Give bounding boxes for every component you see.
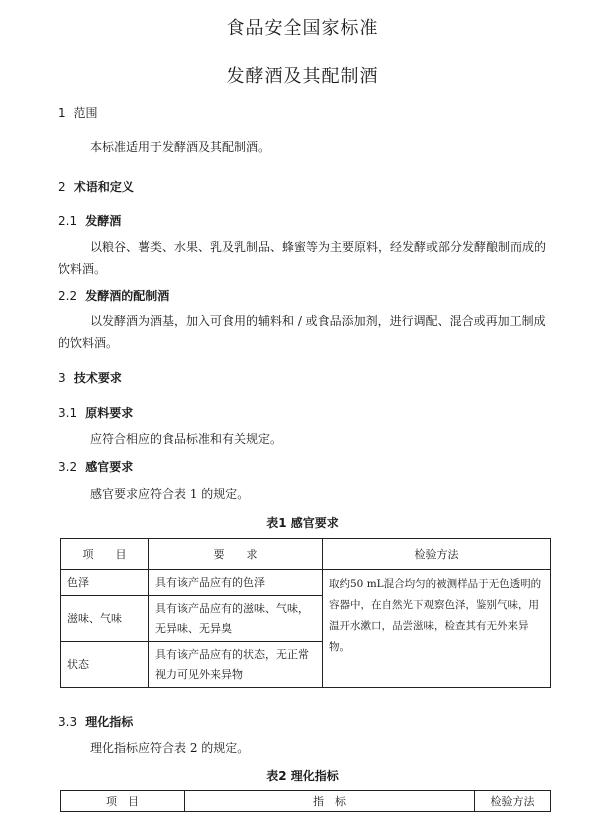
section-2-1-text: 以粮谷、薯类、水果、乳及乳制品、蜂蜜等为主要原料，经发酵或部分发酵酿制而成的饮料酒。 — [58, 240, 547, 276]
section-2-2-heading — [58, 287, 169, 304]
section-1-heading — [58, 104, 97, 121]
cell-requirement: 具有该产品应有的滋味、气味，无异味、无异臭 — [149, 596, 323, 642]
header-item: 项 目 — [61, 791, 185, 812]
cell-test-method: 取约50 mL混合均匀的被测样品于无色透明的容器中，在自然光下观察色泽，鉴别气味，用温开水漱口，品尝滋味，检查其有无外来异物。 — [323, 570, 551, 688]
section-number: 3 — [58, 371, 66, 385]
section-number: 2.2 — [58, 289, 78, 303]
header-item: 项 目 — [61, 539, 149, 570]
section-number: 3.2 — [58, 460, 78, 474]
section-number: 2 — [58, 180, 66, 194]
section-number: 3.3 — [58, 715, 78, 729]
table-header-row — [61, 791, 551, 812]
section-3-3-text: 理化指标应符合表 2 的规定。 — [90, 741, 250, 755]
section-number: 3.1 — [58, 406, 78, 420]
cell-requirement: 具有该产品应有的色泽 — [149, 570, 323, 596]
cell-item: 状态 — [61, 642, 149, 688]
sensory-requirements-table — [60, 538, 551, 688]
cell-requirement: 具有该产品应有的状态，无正常视力可见外来异物 — [149, 642, 323, 688]
document-title: 食品安全国家标准 — [226, 18, 379, 39]
header-test-method: 检验方法 — [475, 791, 551, 812]
section-3-1-text: 应符合相应的食品标准和有关规定。 — [90, 432, 283, 446]
section-title: 范围 — [73, 106, 98, 120]
table-1-caption: 表1 感官要求 — [266, 516, 339, 530]
section-title: 理化指标 — [85, 715, 134, 729]
section-2-heading — [58, 178, 134, 195]
section-number: 1 — [58, 106, 66, 120]
section-3-2-text: 感官要求应符合表 1 的规定。 — [90, 487, 250, 501]
section-title: 术语和定义 — [73, 180, 134, 194]
section-3-heading — [58, 369, 122, 386]
section-title: 发酵酒 — [85, 214, 122, 228]
section-2-2-text: 以发酵酒为酒基，加入可食用的辅料和 / 或食品添加剂，进行调配、混合或再加工制成的饮料酒。 — [58, 314, 546, 350]
section-title: 技术要求 — [73, 371, 122, 385]
section-2-1-heading — [58, 212, 121, 229]
header-requirement: 要 求 — [149, 539, 323, 570]
section-3-3-heading — [58, 713, 133, 730]
table-row — [61, 570, 551, 596]
section-title: 感官要求 — [85, 460, 134, 474]
header-test-method: 检验方法 — [323, 539, 551, 570]
section-title: 发酵酒的配制酒 — [85, 289, 170, 303]
document-subtitle: 发酵酒及其配制酒 — [226, 66, 379, 87]
section-3-1-heading — [58, 404, 133, 421]
header-indicator: 指 标 — [185, 791, 475, 812]
cell-item: 滋味、气味 — [61, 596, 149, 642]
section-title: 原料要求 — [85, 406, 134, 420]
cell-item: 色泽 — [61, 570, 149, 596]
section-1-text: 本标准适用于发酵酒及其配制酒。 — [90, 140, 271, 154]
table-header-row — [61, 539, 551, 570]
section-3-2-heading — [58, 458, 133, 475]
physicochemical-indicators-table — [60, 790, 551, 812]
section-number: 2.1 — [58, 214, 78, 228]
table-2-caption: 表2 理化指标 — [266, 769, 339, 783]
